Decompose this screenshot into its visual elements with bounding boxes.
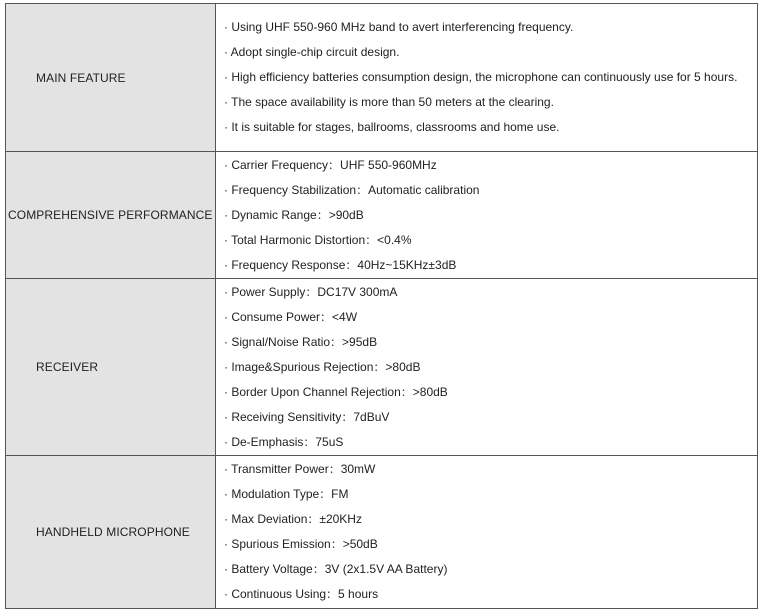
row-content — [216, 4, 757, 151]
spec-item: · Continuous Using：5 hours — [224, 587, 379, 601]
row-header-label: MAIN FEATURE — [36, 70, 126, 85]
spec-item: · Max Deviation：±20KHz — [224, 512, 362, 526]
row-content — [216, 152, 757, 278]
spec-item: · De-Emphasis：75uS — [224, 435, 344, 449]
spec-item: · Battery Voltage：3V (2x1.5V AA Battery) — [224, 562, 448, 576]
row-content — [216, 279, 757, 455]
spec-item: · High efficiency batteries consumption design, the microphone can continuously use for 5 hours. — [224, 70, 738, 84]
row-header — [6, 4, 216, 151]
spec-item: · Receiving Sensitivity：7dBuV — [224, 410, 390, 424]
row-header-label: COMPREHENSIVE PERFORMANCE — [8, 208, 213, 222]
spec-item: · The space availability is more than 50 meters at the clearing. — [224, 95, 554, 109]
spec-item: · Power Supply：DC17V 300mA — [224, 285, 398, 299]
spec-row-handheld-microphone — [6, 456, 757, 608]
spec-item: · Using UHF 550-960 MHz band to avert interferencing frequency. — [224, 20, 574, 34]
spec-item: · Frequency Stabilization：Automatic calibration — [224, 183, 480, 197]
spec-row-comprehensive-performance — [6, 152, 757, 279]
spec-item: · Spurious Emission：>50dB — [224, 537, 378, 551]
row-content — [216, 456, 757, 608]
row-header — [6, 152, 216, 278]
spec-table — [5, 3, 758, 609]
spec-item: · Image&Spurious Rejection：>80dB — [224, 360, 421, 374]
row-header-label: RECEIVER — [36, 360, 99, 374]
spec-row-main-feature — [6, 4, 757, 152]
spec-item: · Carrier Frequency：UHF 550-960MHz — [224, 158, 437, 172]
spec-item: · Dynamic Range：>90dB — [224, 208, 364, 222]
spec-item: · Transmitter Power：30mW — [224, 462, 376, 476]
spec-item: · Consume Power：<4W — [224, 310, 358, 324]
spec-item: · Border Upon Channel Rejection：>80dB — [224, 385, 448, 399]
row-header-label: HANDHELD MICROPHONE — [36, 525, 190, 539]
spec-item: · Modulation Type：FM — [224, 487, 349, 501]
spec-item: · Total Harmonic Distortion：<0.4% — [224, 233, 412, 247]
spec-item: · Signal/Noise Ratio：>95dB — [224, 335, 378, 349]
spec-row-receiver — [6, 279, 757, 456]
spec-item: · Frequency Response：40Hz~15KHz±3dB — [224, 258, 457, 272]
row-header — [6, 456, 216, 608]
spec-item: · It is suitable for stages, ballrooms, classrooms and home use. — [224, 120, 560, 134]
row-header — [6, 279, 216, 455]
spec-item: · Adopt single-chip circuit design. — [224, 45, 400, 59]
